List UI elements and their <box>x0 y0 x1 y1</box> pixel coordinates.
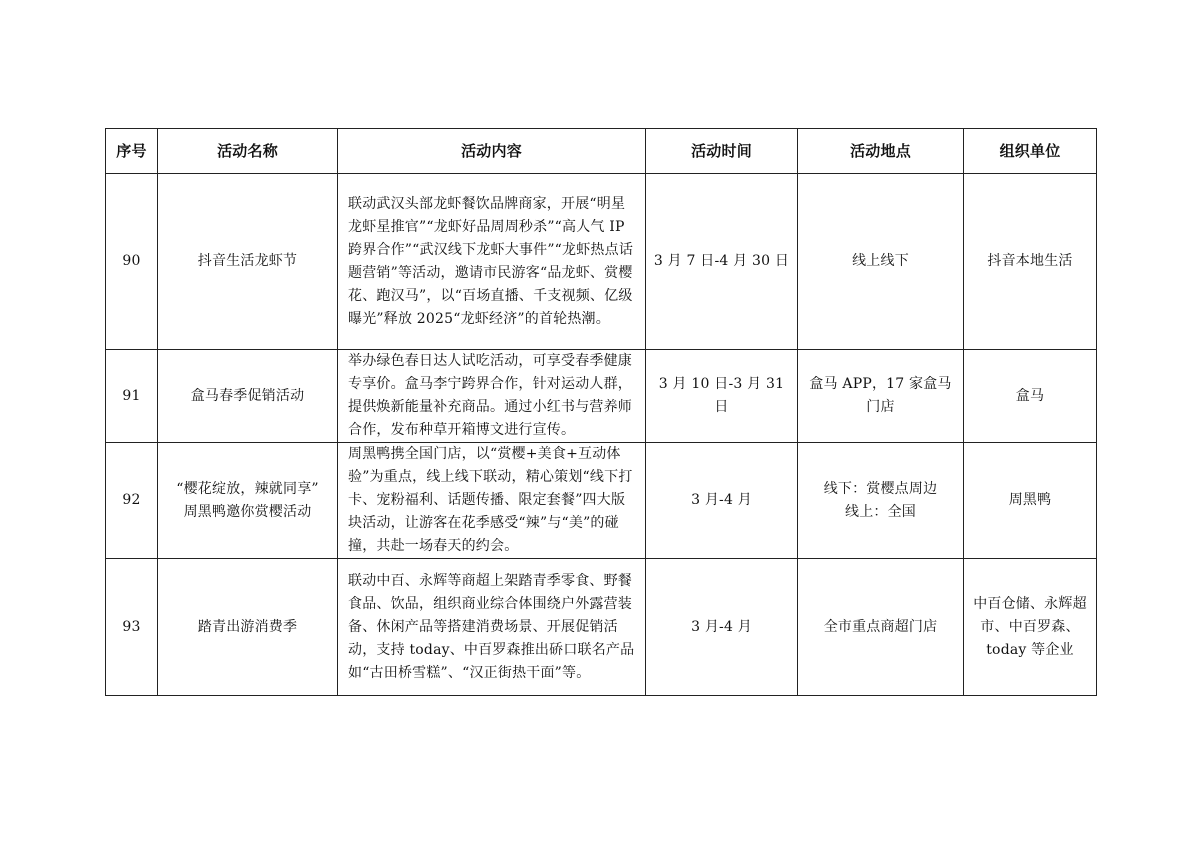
table-header-row <box>106 129 1097 174</box>
cell-no: 92 <box>106 443 158 559</box>
cell-name <box>158 443 338 559</box>
cell-place <box>798 443 964 559</box>
cell-time: 3 月 7 日-4 月 30 日 <box>646 174 798 350</box>
cell-name-line: 周黑鸭邀你赏樱活动 <box>183 503 312 520</box>
table-row <box>106 443 1097 559</box>
header-content: 活动内容 <box>338 129 646 174</box>
cell-content: 周黑鸭携全国门店，以“赏樱+美食+互动体验”为重点，线上线下联动，精心策划“线下打卡、宠粉福利、话题传播、限定套餐”四大版块活动，让游客在花季感受“辣”与“美”的碰撞，共赴一场春天的约会。 <box>338 443 646 559</box>
cell-content: 举办绿色春日达人试吃活动，可享受春季健康专享价。盒马李宁跨界合作，针对运动人群，提供焕新能量补充商品。通过小红书与营养师合作，发布种草开箱博文进行宣传。 <box>338 350 646 443</box>
cell-name: 盒马春季促销活动 <box>158 350 338 443</box>
cell-org: 周黑鸭 <box>964 443 1097 559</box>
header-time: 活动时间 <box>646 129 798 174</box>
cell-no: 91 <box>106 350 158 443</box>
cell-place: 线上线下 <box>798 174 964 350</box>
cell-place-line: 线下：赏樱点周边 <box>823 480 938 497</box>
cell-no: 90 <box>106 174 158 350</box>
table-row <box>106 350 1097 443</box>
header-no: 序号 <box>106 129 158 174</box>
cell-content: 联动武汉头部龙虾餐饮品牌商家，开展“明星龙虾星推官”“龙虾好品周周秒杀”“高人气 IP 跨界合作”“武汉线下龙虾大事件”“龙虾热点话题营销”等活动，邀请市民游客“品龙虾、赏樱花、跑汉马”，以“百场直播、千支视频、亿级曝光”释放 2025“龙虾经济”的首轮热潮。 <box>338 174 646 350</box>
cell-time: 3 月 10 日-3 月 31 日 <box>646 350 798 443</box>
cell-org: 抖音本地生活 <box>964 174 1097 350</box>
cell-place: 全市重点商超门店 <box>798 559 964 696</box>
cell-name: 踏青出游消费季 <box>158 559 338 696</box>
cell-name: 抖音生活龙虾节 <box>158 174 338 350</box>
header-name: 活动名称 <box>158 129 338 174</box>
cell-org: 中百仓储、永辉超市、中百罗森、today 等企业 <box>964 559 1097 696</box>
cell-place: 盒马 APP，17 家盒马门店 <box>798 350 964 443</box>
header-org: 组织单位 <box>964 129 1097 174</box>
cell-content: 联动中百、永辉等商超上架踏青季零食、野餐食品、饮品，组织商业综合体围绕户外露营装备、休闲产品等搭建消费场景、开展促销活动，支持 today、中百罗森推出硚口联名产品如“古田桥雪糕”、“汉正街热干面”等。 <box>338 559 646 696</box>
cell-place-line: 线上：全国 <box>845 503 916 520</box>
table-row <box>106 174 1097 350</box>
cell-time: 3 月-4 月 <box>646 559 798 696</box>
cell-no: 93 <box>106 559 158 696</box>
header-place: 活动地点 <box>798 129 964 174</box>
table-row <box>106 559 1097 696</box>
cell-time: 3 月-4 月 <box>646 443 798 559</box>
activity-table <box>105 128 1097 696</box>
cell-name-line: “樱花绽放，辣就同享” <box>176 480 319 497</box>
cell-org: 盒马 <box>964 350 1097 443</box>
